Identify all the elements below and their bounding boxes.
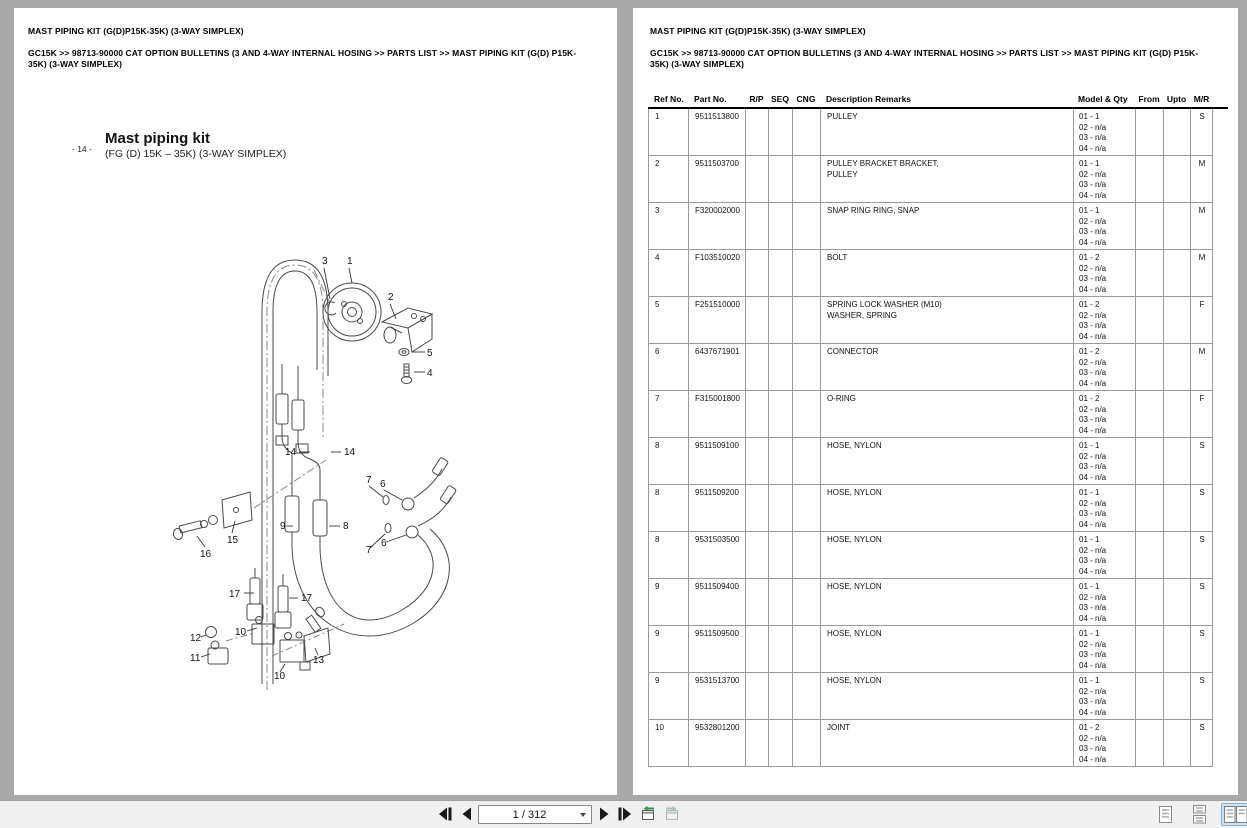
cell-ref: 8: [649, 485, 689, 531]
previous-page-button[interactable]: [459, 804, 473, 824]
cell-seq: [769, 297, 793, 343]
cell-qty: 01 - 1 02 - n/a 03 - n/a 04 - n/a: [1074, 156, 1136, 202]
cell-seq: [769, 344, 793, 390]
col-cng: CNG: [796, 94, 816, 104]
continuous-layout-icon: [1191, 805, 1208, 824]
breadcrumb: GC15K >> 98713-90000 CAT OPTION BULLETINS (3 AND 4-WAY INTERNAL HOSING >> PARTS LIST >> MAST PIPING KIT (G(D) P15K-35K) (3-WAY SIMPLEX): [650, 48, 1199, 69]
cell-desc: HOSE, NYLON: [821, 485, 1074, 531]
cell-upto: [1164, 156, 1191, 202]
table-row: [649, 438, 1212, 485]
col-rp: R/P: [749, 94, 764, 104]
previous-view-icon: [639, 806, 657, 822]
cell-upto: [1164, 344, 1191, 390]
cell-rp: [746, 579, 769, 625]
cell-from: [1136, 438, 1164, 484]
cell-rp: [746, 485, 769, 531]
col-from: From: [1138, 94, 1160, 104]
facing-pages-layout-icon: [1223, 805, 1247, 824]
cell-mr: S: [1199, 676, 1205, 685]
cell-qty: 01 - 2 02 - n/a 03 - n/a 04 - n/a: [1074, 344, 1136, 390]
cell-desc: SPRING LOCK WASHER (M10) WASHER, SPRING: [821, 297, 1074, 343]
table-row: [649, 250, 1212, 297]
cell-mr: S: [1199, 488, 1205, 497]
table-row: [649, 391, 1212, 438]
figure-title: Mast piping kit: [105, 130, 210, 147]
cell-cng: [793, 438, 821, 484]
callout-label: 17: [229, 589, 241, 600]
next-page-button[interactable]: [597, 804, 611, 824]
callout-label: 15: [227, 535, 239, 546]
figure-page-number: - 14 -: [72, 144, 92, 154]
cell-from: [1136, 109, 1164, 155]
cell-upto: [1164, 532, 1191, 578]
cell-ref: 10: [649, 720, 689, 766]
last-page-icon: [617, 807, 632, 821]
next-view-icon: [663, 806, 681, 822]
cell-part: 9531513700: [689, 673, 746, 719]
last-page-button[interactable]: [615, 804, 633, 824]
cell-ref: 8: [649, 438, 689, 484]
callout-label: 1: [347, 256, 353, 267]
callout-label: 10: [274, 671, 286, 682]
cell-ref: 7: [649, 391, 689, 437]
parts-table-header: [648, 92, 1213, 107]
cell-upto: [1164, 391, 1191, 437]
parts-table: [648, 92, 1213, 767]
diagram-callouts: [190, 256, 433, 682]
cell-mr: M: [1198, 159, 1206, 168]
cell-cng: [793, 485, 821, 531]
page-title: MAST PIPING KIT (G(D)P15K-35K) (3-WAY SIMPLEX): [28, 26, 244, 36]
callout-label: 16: [200, 549, 212, 560]
cell-ref: 4: [649, 250, 689, 296]
table-row: [649, 720, 1212, 767]
cell-upto: [1164, 626, 1191, 672]
cell-cng: [793, 250, 821, 296]
cell-cng: [793, 344, 821, 390]
cell-from: [1136, 344, 1164, 390]
table-row: [649, 344, 1212, 391]
cell-mr: F: [1199, 394, 1205, 403]
cell-from: [1136, 297, 1164, 343]
cell-cng: [793, 297, 821, 343]
cell-from: [1136, 391, 1164, 437]
cell-cng: [793, 626, 821, 672]
callout-leader-line: [201, 654, 210, 657]
callout-leader-line: [315, 648, 318, 655]
cell-upto: [1164, 579, 1191, 625]
dropdown-caret-icon: [580, 813, 586, 817]
cell-part: F103510020: [689, 250, 746, 296]
cell-part: F315001800: [689, 391, 746, 437]
callout-label: 6: [381, 538, 387, 549]
cell-ref: 8: [649, 532, 689, 578]
parts-table-body: [648, 109, 1213, 767]
mast-piping-diagram: [14, 8, 617, 795]
cell-part: 9532801200: [689, 720, 746, 766]
col-upto: Upto: [1166, 94, 1187, 104]
cell-rp: [746, 297, 769, 343]
cell-ref: 5: [649, 297, 689, 343]
breadcrumb: GC15K >> 98713-90000 CAT OPTION BULLETINS (3 AND 4-WAY INTERNAL HOSING >> PARTS LIST >> MAST PIPING KIT (G(D) P15K-35K) (3-WAY SIMPLEX): [28, 48, 577, 69]
cell-upto: [1164, 720, 1191, 766]
table-row: [649, 156, 1212, 203]
cell-ref: 9: [649, 626, 689, 672]
cell-part: 9531503500: [689, 532, 746, 578]
cell-part: 9511509500: [689, 626, 746, 672]
cell-upto: [1164, 673, 1191, 719]
figure-subtitle: (FG (D) 15K – 35K) (3-WAY SIMPLEX): [105, 148, 287, 160]
cell-ref: 6: [649, 344, 689, 390]
cell-from: [1136, 156, 1164, 202]
table-row: [649, 626, 1212, 673]
cell-desc: CONNECTOR: [821, 344, 1074, 390]
cell-cng: [793, 203, 821, 249]
cell-rp: [746, 438, 769, 484]
col-description: Description Remarks: [826, 94, 912, 104]
continuous-layout-button[interactable]: [1186, 803, 1212, 826]
cell-mr: S: [1199, 629, 1205, 638]
cell-cng: [793, 673, 821, 719]
callout-leader-line: [386, 535, 406, 542]
cell-part: 6437671901: [689, 344, 746, 390]
viewer-toolbar: [0, 800, 1247, 828]
cell-cng: [793, 532, 821, 578]
cell-desc: HOSE, NYLON: [821, 626, 1074, 672]
cell-desc: HOSE, NYLON: [821, 673, 1074, 719]
previous-view-button[interactable]: [638, 804, 658, 824]
cell-qty: 01 - 1 02 - n/a 03 - n/a 04 - n/a: [1074, 203, 1136, 249]
page-number-select[interactable]: [478, 805, 592, 824]
callout-label: 7: [366, 545, 372, 556]
callout-label: 6: [380, 479, 386, 490]
cell-upto: [1164, 109, 1191, 155]
callout-label: 8: [343, 521, 349, 532]
cell-from: [1136, 720, 1164, 766]
single-page-layout-icon: [1157, 805, 1174, 824]
cell-qty: 01 - 2 02 - n/a 03 - n/a 04 - n/a: [1074, 297, 1136, 343]
first-page-button[interactable]: [436, 804, 454, 824]
table-row: [649, 532, 1212, 579]
callout-leader-line: [232, 521, 235, 533]
callout-label: 17: [301, 593, 313, 604]
cell-from: [1136, 203, 1164, 249]
cell-upto: [1164, 250, 1191, 296]
callout-label: 11: [190, 653, 201, 664]
callout-label: 12: [190, 633, 202, 644]
cell-cng: [793, 579, 821, 625]
callout-label: 7: [366, 475, 372, 486]
cell-part: F320002000: [689, 203, 746, 249]
cell-desc: BOLT: [821, 250, 1074, 296]
callout-leader-line: [384, 490, 402, 500]
cell-desc: HOSE, NYLON: [821, 438, 1074, 484]
cell-rp: [746, 203, 769, 249]
cell-from: [1136, 250, 1164, 296]
cell-mr: S: [1199, 723, 1205, 732]
table-row: [649, 203, 1212, 250]
cell-from: [1136, 626, 1164, 672]
cell-ref: 9: [649, 673, 689, 719]
callout-label: 13: [313, 655, 325, 666]
col-ref-no: Ref No.: [654, 94, 684, 104]
cell-ref: 9: [649, 579, 689, 625]
callout-label: 9: [280, 521, 286, 532]
cell-desc: HOSE, NYLON: [821, 579, 1074, 625]
document-page-right: [633, 8, 1238, 795]
cell-rp: [746, 673, 769, 719]
cell-seq: [769, 720, 793, 766]
page-title: MAST PIPING KIT (G(D)P15K-35K) (3-WAY SIMPLEX): [650, 26, 866, 36]
cell-rp: [746, 720, 769, 766]
cell-desc: PULLEY BRACKET BRACKET, PULLEY: [821, 156, 1074, 202]
cell-part: 9511503700: [689, 156, 746, 202]
callout-label: 5: [427, 348, 433, 359]
document-page-left: [14, 8, 617, 795]
cell-seq: [769, 109, 793, 155]
next-page-icon: [599, 807, 610, 821]
cell-ref: 2: [649, 156, 689, 202]
cell-from: [1136, 579, 1164, 625]
callout-label: 4: [427, 368, 433, 379]
cell-qty: 01 - 1 02 - n/a 03 - n/a 04 - n/a: [1074, 532, 1136, 578]
cell-mr: F: [1199, 300, 1205, 309]
cell-rp: [746, 344, 769, 390]
cell-cng: [793, 109, 821, 155]
callout-label: 10: [235, 627, 247, 638]
cell-part: 9511509400: [689, 579, 746, 625]
cell-desc: JOINT: [821, 720, 1074, 766]
cell-mr: M: [1198, 206, 1206, 215]
cell-desc: PULLEY: [821, 109, 1074, 155]
cell-rp: [746, 156, 769, 202]
previous-page-icon: [461, 807, 472, 821]
callout-label: 3: [322, 256, 328, 267]
cell-mr: S: [1199, 582, 1205, 591]
cell-upto: [1164, 485, 1191, 531]
cell-rp: [746, 391, 769, 437]
cell-qty: 01 - 1 02 - n/a 03 - n/a 04 - n/a: [1074, 485, 1136, 531]
cell-mr: S: [1199, 441, 1205, 450]
facing-pages-layout-button[interactable]: [1221, 803, 1247, 826]
col-part-no: Part No.: [694, 94, 727, 104]
page-indicator: 1 / 312: [512, 808, 547, 821]
cell-seq: [769, 250, 793, 296]
cell-from: [1136, 673, 1164, 719]
cell-qty: 01 - 2 02 - n/a 03 - n/a 04 - n/a: [1074, 720, 1136, 766]
cell-mr: M: [1198, 347, 1206, 356]
cell-cng: [793, 156, 821, 202]
cell-part: 9511513800: [689, 109, 746, 155]
callout-leader-line: [349, 268, 352, 283]
next-view-button[interactable]: [662, 804, 682, 824]
cell-rp: [746, 532, 769, 578]
cell-cng: [793, 391, 821, 437]
cell-upto: [1164, 203, 1191, 249]
cell-upto: [1164, 297, 1191, 343]
cell-desc: O-RING: [821, 391, 1074, 437]
cell-part: F251510000: [689, 297, 746, 343]
cell-qty: 01 - 1 02 - n/a 03 - n/a 04 - n/a: [1074, 438, 1136, 484]
cell-from: [1136, 485, 1164, 531]
callout-label: 2: [388, 292, 394, 303]
table-row: [649, 673, 1212, 720]
callout-leader-line: [201, 635, 206, 637]
cell-rp: [746, 109, 769, 155]
cell-mr: S: [1199, 112, 1205, 121]
single-page-layout-button[interactable]: [1152, 803, 1178, 826]
cell-seq: [769, 485, 793, 531]
callout-label: 14: [344, 447, 356, 458]
table-row: [649, 579, 1212, 626]
cell-seq: [769, 438, 793, 484]
cell-upto: [1164, 438, 1191, 484]
cell-qty: 01 - 1 02 - n/a 03 - n/a 04 - n/a: [1074, 673, 1136, 719]
cell-seq: [769, 156, 793, 202]
cell-part: 9511509200: [689, 485, 746, 531]
cell-desc: SNAP RING RING, SNAP: [821, 203, 1074, 249]
cell-qty: 01 - 1 02 - n/a 03 - n/a 04 - n/a: [1074, 626, 1136, 672]
cell-mr: S: [1199, 535, 1205, 544]
cell-seq: [769, 626, 793, 672]
cell-mr: M: [1198, 253, 1206, 262]
cell-rp: [746, 626, 769, 672]
cell-qty: 01 - 1 02 - n/a 03 - n/a 04 - n/a: [1074, 579, 1136, 625]
cell-seq: [769, 532, 793, 578]
col-model-qty: Model & Qty: [1078, 94, 1128, 104]
cell-qty: 01 - 2 02 - n/a 03 - n/a 04 - n/a: [1074, 250, 1136, 296]
cell-part: 9511509100: [689, 438, 746, 484]
table-row: [649, 109, 1212, 156]
cell-seq: [769, 391, 793, 437]
callout-leader-line: [197, 536, 205, 547]
table-row: [649, 297, 1212, 344]
first-page-icon: [438, 807, 453, 821]
cell-cng: [793, 720, 821, 766]
col-mr: M/R: [1193, 94, 1210, 104]
cell-desc: HOSE, NYLON: [821, 532, 1074, 578]
cell-ref: 1: [649, 109, 689, 155]
cell-qty: 01 - 2 02 - n/a 03 - n/a 04 - n/a: [1074, 391, 1136, 437]
cell-seq: [769, 673, 793, 719]
cell-seq: [769, 203, 793, 249]
cell-seq: [769, 579, 793, 625]
table-row: [649, 485, 1212, 532]
col-seq: SEQ: [771, 94, 789, 104]
cell-rp: [746, 250, 769, 296]
callout-label: 14: [285, 447, 297, 458]
cell-ref: 3: [649, 203, 689, 249]
cell-from: [1136, 532, 1164, 578]
cell-qty: 01 - 1 02 - n/a 03 - n/a 04 - n/a: [1074, 109, 1136, 155]
